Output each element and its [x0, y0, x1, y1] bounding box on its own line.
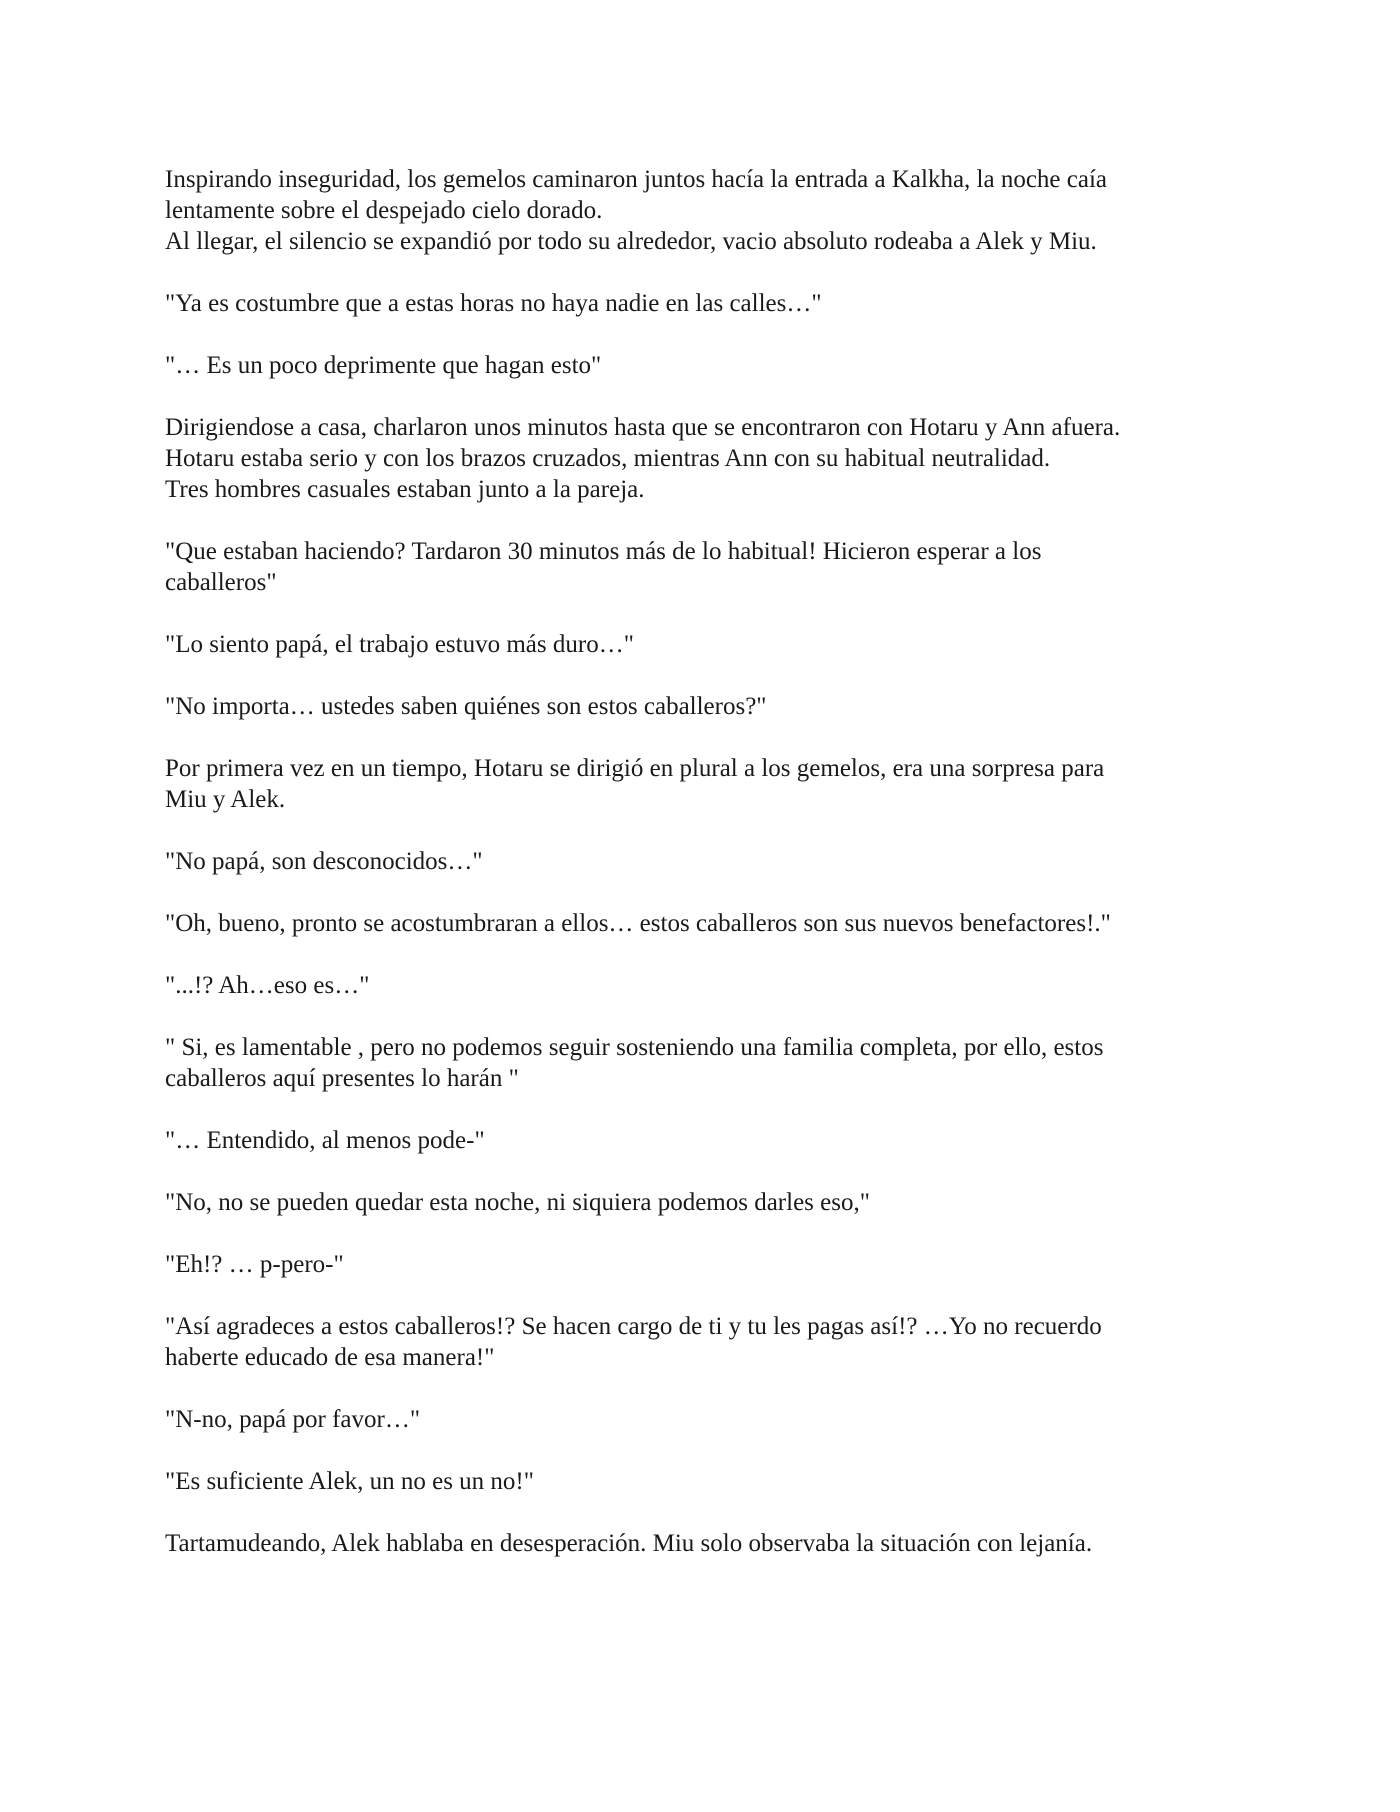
paragraph — [165, 908, 1250, 939]
text-line: Dirigiendose a casa, charlaron unos minutos hasta que se encontraron con Hotaru y Ann afuera. — [165, 414, 1121, 441]
paragraph — [165, 164, 1250, 257]
paragraph — [165, 1249, 1250, 1280]
paragraph — [165, 1311, 1250, 1373]
text-line: "… Entendido, al menos pode-" — [165, 1127, 485, 1154]
text-line: "...!? Ah…eso es…" — [165, 972, 370, 999]
paragraph — [165, 846, 1250, 877]
paragraph — [165, 691, 1250, 722]
paragraph — [165, 1404, 1250, 1435]
text-line: Por primera vez en un tiempo, Hotaru se dirigió en plural a los gemelos, era una sorpresa para — [165, 755, 1105, 782]
text-line: "Ya es costumbre que a estas horas no haya nadie en las calles…" — [165, 290, 822, 317]
text-line: lentamente sobre el despejado cielo dorado. — [165, 197, 603, 224]
text-line: Hotaru estaba serio y con los brazos cruzados, mientras Ann con su habitual neutralidad. — [165, 445, 1051, 472]
text-line: caballeros" — [165, 569, 277, 596]
text-line: Tres hombres casuales estaban junto a la pareja. — [165, 476, 645, 503]
text-line: "Eh!? … p-pero-" — [165, 1251, 344, 1278]
text-line: "N-no, papá por favor…" — [165, 1406, 421, 1433]
text-line: "Lo siento papá, el trabajo estuvo más duro…" — [165, 631, 634, 658]
text-line: "No papá, son desconocidos…" — [165, 848, 483, 875]
text-line: Miu y Alek. — [165, 786, 286, 813]
paragraph — [165, 412, 1250, 505]
paragraph — [165, 629, 1250, 660]
paragraph — [165, 1187, 1250, 1218]
paragraph — [165, 536, 1250, 598]
paragraph — [165, 753, 1250, 815]
text-line: " Si, es lamentable , pero no podemos seguir sosteniendo una familia completa, por ello, estos — [165, 1034, 1104, 1061]
text-line: "No, no se pueden quedar esta noche, ni siquiera podemos darles eso," — [165, 1189, 870, 1216]
text-line: "No importa… ustedes saben quiénes son estos caballeros?" — [165, 693, 767, 720]
text-line: caballeros aquí presentes lo harán " — [165, 1065, 519, 1092]
paragraph — [165, 1032, 1250, 1094]
text-line: "… Es un poco deprimente que hagan esto" — [165, 352, 602, 379]
text-line: Al llegar, el silencio se expandió por todo su alrededor, vacio absoluto rodeaba a Alek y Miu. — [165, 228, 1097, 255]
text-line: "Oh, bueno, pronto se acostumbraran a ellos… estos caballeros son sus nuevos benefactores!." — [165, 910, 1111, 937]
story-text — [165, 164, 1250, 1590]
paragraph — [165, 1125, 1250, 1156]
text-line: Inspirando inseguridad, los gemelos caminaron juntos hacía la entrada a Kalkha, la noche caía — [165, 166, 1108, 193]
paragraph — [165, 1466, 1250, 1497]
text-line: haberte educado de esa manera!" — [165, 1344, 495, 1371]
text-line: Tartamudeando, Alek hablaba en desesperación. Miu solo observaba la situación con lejanía. — [165, 1530, 1093, 1557]
paragraph — [165, 1528, 1250, 1559]
paragraph — [165, 288, 1250, 319]
text-line: "Es suficiente Alek, un no es un no!" — [165, 1468, 534, 1495]
paragraph — [165, 350, 1250, 381]
paragraph — [165, 970, 1250, 1001]
text-line: "Así agradeces a estos caballeros!? Se hacen cargo de ti y tu les pagas así!? …Yo no recuerdo — [165, 1313, 1102, 1340]
text-line: "Que estaban haciendo? Tardaron 30 minutos más de lo habitual! Hicieron esperar a los — [165, 538, 1042, 565]
